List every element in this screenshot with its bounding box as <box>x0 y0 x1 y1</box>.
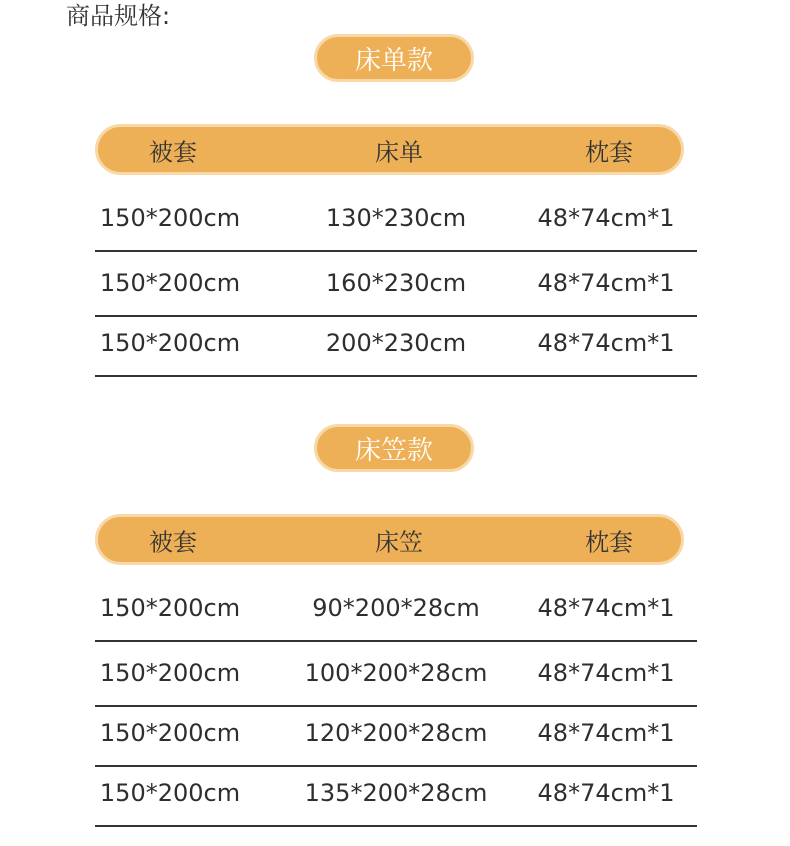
cell-duvet-size: 150*200cm <box>99 203 241 232</box>
cell-pillow-size: 48*74cm*1 <box>537 658 675 687</box>
header-pillowcase: 枕套 <box>585 528 633 556</box>
table-row <box>95 250 697 317</box>
cell-duvet-size: 150*200cm <box>99 778 241 807</box>
header-duvet-cover: 被套 <box>149 138 197 166</box>
header-duvet-cover: 被套 <box>149 528 197 556</box>
table-row <box>95 310 697 377</box>
cell-pillow-size: 48*74cm*1 <box>537 778 675 807</box>
table-header-sheet <box>95 124 684 175</box>
cell-duvet-size: 150*200cm <box>99 268 241 297</box>
table-row <box>95 700 697 767</box>
cell-sheet-size: 160*230cm <box>325 268 467 297</box>
cell-fitted-size: 90*200*28cm <box>312 593 480 622</box>
table-row <box>95 640 697 707</box>
header-bed-sheet: 床单 <box>375 138 423 166</box>
cell-duvet-size: 150*200cm <box>99 718 241 747</box>
section-label-sheet: 床单款 <box>314 34 474 82</box>
cell-pillow-size: 48*74cm*1 <box>537 268 675 297</box>
table-row <box>95 760 697 827</box>
cell-fitted-size: 120*200*28cm <box>304 718 488 747</box>
cell-pillow-size: 48*74cm*1 <box>537 718 675 747</box>
header-fitted-sheet: 床笠 <box>375 528 423 556</box>
cell-pillow-size: 48*74cm*1 <box>537 328 675 357</box>
cell-duvet-size: 150*200cm <box>99 658 241 687</box>
cell-pillow-size: 48*74cm*1 <box>537 203 675 232</box>
page-title: 商品规格: <box>66 2 171 30</box>
cell-pillow-size: 48*74cm*1 <box>537 593 675 622</box>
cell-sheet-size: 200*230cm <box>325 328 467 357</box>
table-row <box>95 185 697 252</box>
cell-sheet-size: 130*230cm <box>325 203 467 232</box>
table-header-fitted <box>95 514 684 565</box>
cell-fitted-size: 100*200*28cm <box>304 658 488 687</box>
header-pillowcase: 枕套 <box>585 138 633 166</box>
section-label-fitted: 床笠款 <box>314 424 474 472</box>
cell-duvet-size: 150*200cm <box>99 328 241 357</box>
cell-fitted-size: 135*200*28cm <box>304 778 488 807</box>
table-row <box>95 575 697 642</box>
cell-duvet-size: 150*200cm <box>99 593 241 622</box>
